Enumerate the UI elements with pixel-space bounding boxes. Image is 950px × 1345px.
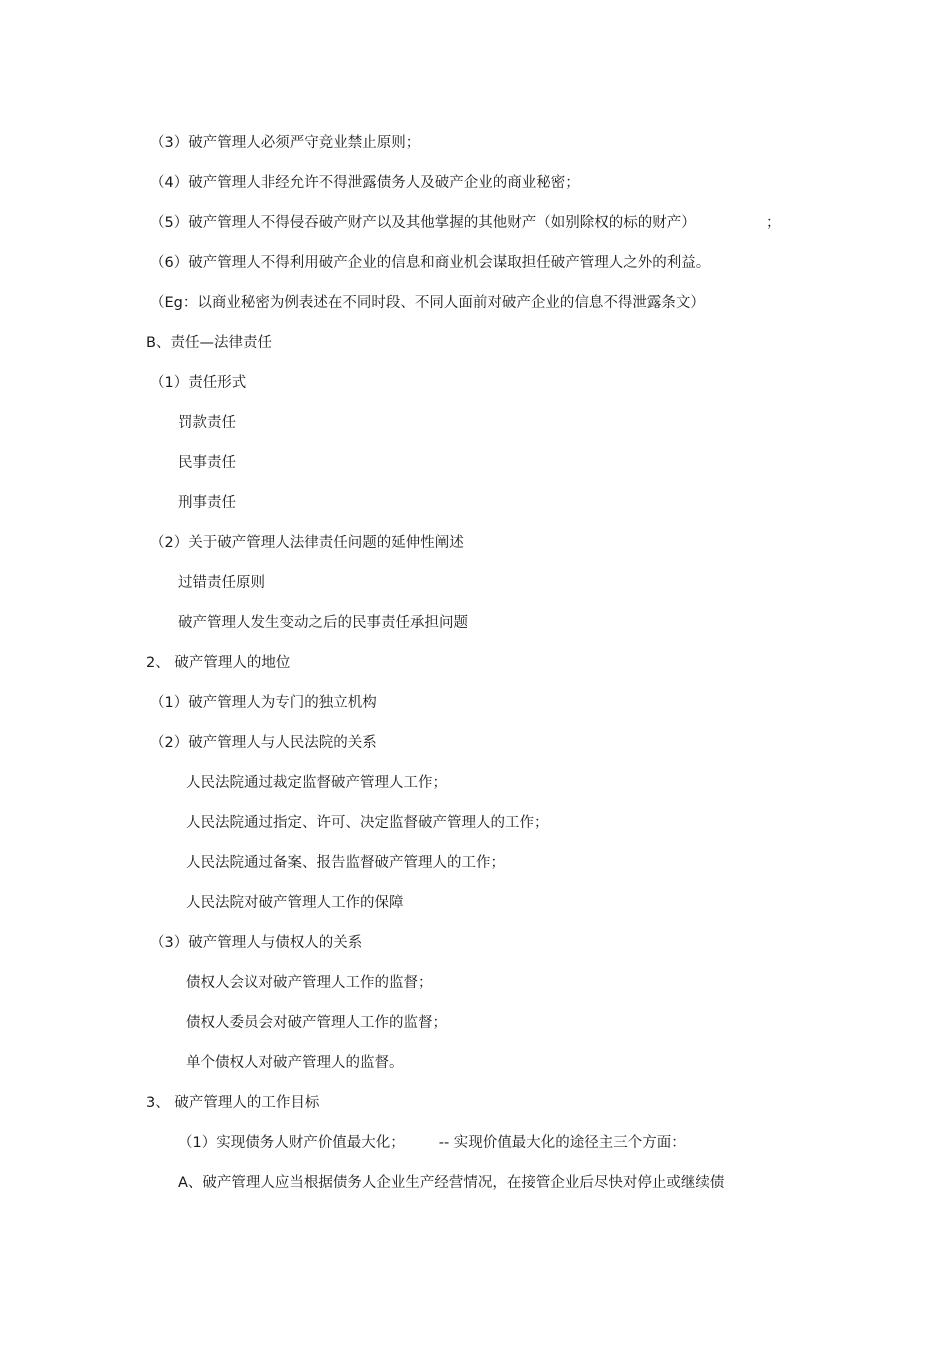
text-line-26 <box>178 1133 686 1153</box>
text-line-10: 刑事责任 <box>178 495 236 511</box>
text-line-19: 人民法院通过备案、报告监督破产管理人的工作； <box>186 855 505 871</box>
text-line-3: （5）破产管理人不得侵吞破产财产以及其他掌握的其他财产（如别除权的标的财产） <box>150 215 696 231</box>
text-line-26-part2: -- 实现价值最大化的途径主三个方面： <box>438 1135 686 1151</box>
text-line-5: （Eg：以商业秘密为例表述在不同时段、不同人面前对破产企业的信息不得泄露条文） <box>150 295 705 311</box>
text-line-26-part1: （1）实现债务人财产价值最大化； <box>178 1135 405 1151</box>
text-line-3-tail: ； <box>766 215 781 231</box>
text-line-24: 单个债权人对破产管理人的监督。 <box>186 1055 404 1071</box>
text-line-16: （2）破产管理人与人民法院的关系 <box>150 735 377 751</box>
text-line-22: 债权人会议对破产管理人工作的监督； <box>186 975 433 991</box>
text-line-9: 民事责任 <box>178 455 236 471</box>
text-line-23: 债权人委员会对破产管理人工作的监督； <box>186 1015 447 1031</box>
text-line-18: 人民法院通过指定、许可、决定监督破产管理人的工作； <box>186 815 549 831</box>
text-line-12: 过错责任原则 <box>178 575 265 591</box>
text-line-11: （2）关于破产管理人法律责任问题的延伸性阐述 <box>150 535 464 551</box>
text-line-4: （6）破产管理人不得利用破产企业的信息和商业机会谋取担任破产管理人之外的利益。 <box>150 255 711 271</box>
text-line-2: （4）破产管理人非经允许不得泄露债务人及破产企业的商业秘密； <box>150 175 580 191</box>
section-heading-b: B、责任—法律责任 <box>146 335 272 351</box>
text-line-21: （3）破产管理人与债权人的关系 <box>150 935 363 951</box>
text-line-17: 人民法院通过裁定监督破产管理人工作； <box>186 775 447 791</box>
text-line-27: A、破产管理人应当根据债务人企业生产经营情况，在接管企业后尽快对停止或继续债 <box>178 1175 725 1191</box>
text-line-1: （3）破产管理人必须严守竞业禁止原则； <box>150 135 421 151</box>
text-line-15: （1）破产管理人为专门的独立机构 <box>150 695 377 711</box>
section-heading-2: 2、 破产管理人的地位 <box>146 655 291 671</box>
text-line-8: 罚款责任 <box>178 415 236 431</box>
text-line-13: 破产管理人发生变动之后的民事责任承担问题 <box>178 615 468 631</box>
section-heading-3: 3、 破产管理人的工作目标 <box>146 1095 320 1111</box>
text-line-7: （1）责任形式 <box>150 375 247 391</box>
text-line-20: 人民法院对破产管理人工作的保障 <box>186 895 404 911</box>
